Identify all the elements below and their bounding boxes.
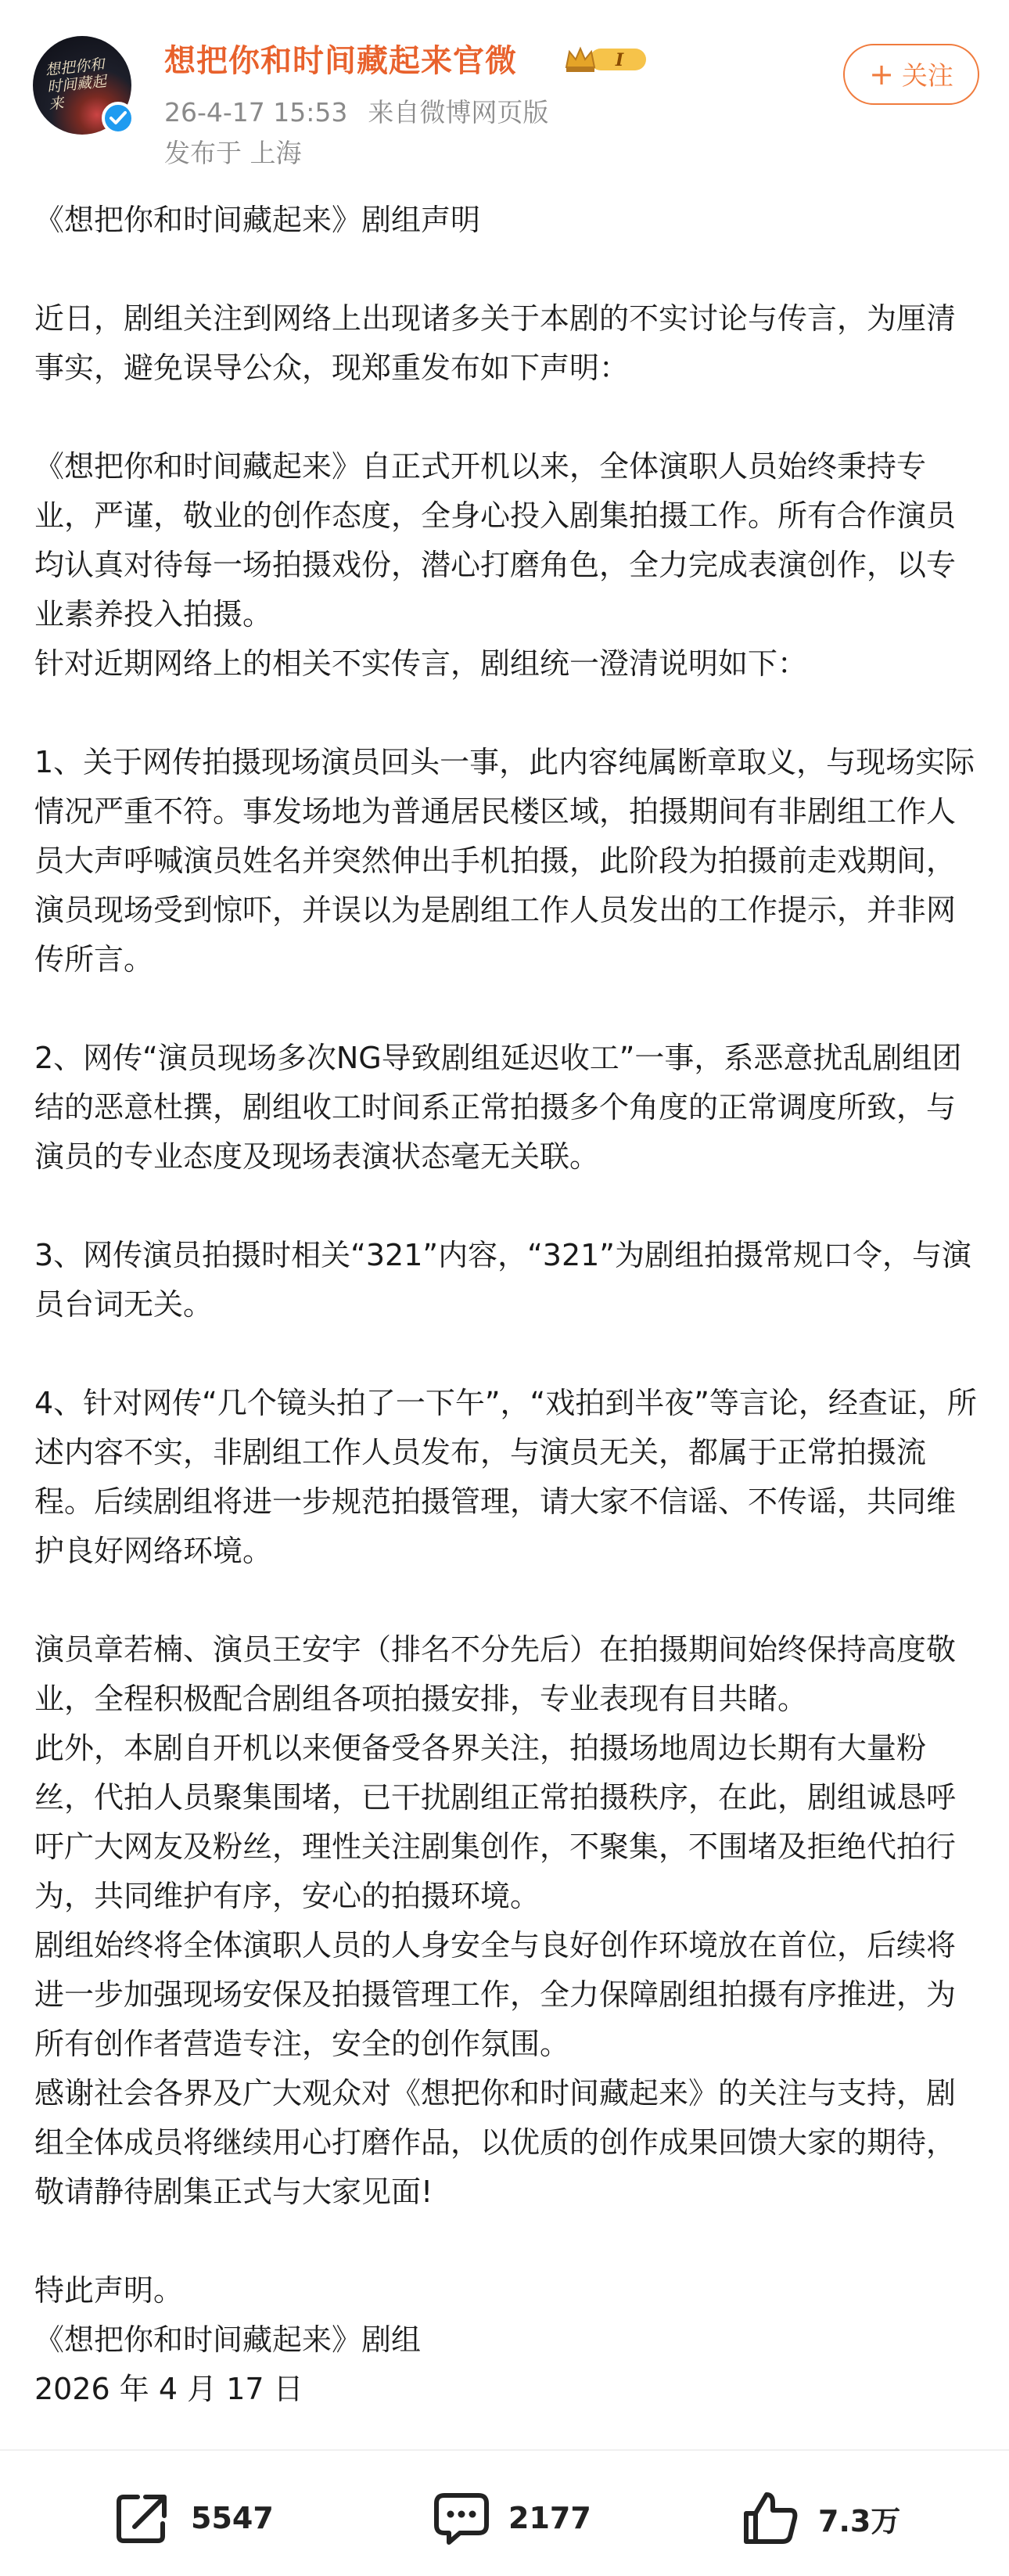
comment-icon <box>432 2491 491 2545</box>
body-paragraph: 感谢社会各界及广大观众对《想把你和时间藏起来》的关注与支持，剧组全体成员将继续用心打磨作品，以优质的创作成果回馈大家的期待，敬请静待剧集正式与大家见面! <box>34 2076 957 2209</box>
post-date: 2026 年 4 月 17 日 <box>34 2372 303 2406</box>
repost-button[interactable] <box>114 2479 274 2557</box>
clarification-2: 2、网传“演员现场多次NG导致剧组延迟收工”一事，系恶意扰乱剧组团结的恶意杜撰，剧组收工时间系正常拍摄多个角度的正常调度所致，与演员的专业态度及现场表演状态毫无关联。 <box>34 1041 962 1174</box>
clarification-4: 4、针对网传“几个镜头拍了一下午”，“戏拍到半夜”等言论，经查证，所述内容不实，非剧组工作人员发布，与演员无关，都属于正常拍摄流程。后续剧组将进一步规范拍摄管理，请大家不信谣、不传谣，共同维护良好网络环境。 <box>34 1386 977 1568</box>
post-time: 26-4-17 15:53 <box>164 97 348 128</box>
closing-line: 特此声明。 <box>34 2273 184 2308</box>
repost-icon <box>114 2491 174 2545</box>
statement-title: 《想把你和时间藏起来》剧组声明 <box>34 203 481 237</box>
body-paragraph: 此外，本剧自开机以来便备受各界关注，拍摄场地周边长期有大量粉丝，代拍人员聚集围堵，已干扰剧组正常拍摄秩序，在此，剧组诚恳呼吁广大网友及粉丝，理性关注剧集创作，不聚集，不围堵及拒绝代拍行为，共同维护有序，安心的拍摄环境。 <box>34 1731 957 1913</box>
comment-button[interactable] <box>432 2479 591 2557</box>
post-body <box>34 196 981 2414</box>
thumbs-up-icon <box>741 2490 801 2546</box>
vip-level: I <box>615 50 624 70</box>
body-paragraph: 演员章若楠、演员王安宇（排名不分先后）在拍摄期间始终保持高度敬业，全程积极配合剧组各项拍摄安排，专业表现有目共睹。 <box>34 1632 957 1716</box>
comment-count: 2177 <box>508 2501 591 2535</box>
post-meta <box>164 92 569 129</box>
follow-label: 关注 <box>901 60 953 91</box>
plus-icon: + <box>869 57 894 92</box>
intro-paragraph: 近日，剧组关注到网络上出现诸多关于本剧的不实讨论与传言，为厘清事实，避免误导公众，现郑重发布如下声明： <box>34 301 957 385</box>
body-paragraph: 剧组始终将全体演职人员的人身安全与良好创作环境放在首位，后续将进一步加强现场安保及拍摄管理工作，全力保障剧组拍摄有序推进，为所有创作者营造专注，安全的创作氛围。 <box>34 1928 957 2061</box>
like-button[interactable] <box>741 2479 900 2557</box>
repost-count: 5547 <box>191 2501 274 2535</box>
signature: 《想把你和时间藏起来》剧组 <box>34 2322 422 2357</box>
author-name[interactable]: 想把你和时间藏起来官微 <box>164 43 517 79</box>
body-paragraph: 针对近期网络上的相关不实传言，剧组统一澄清说明如下： <box>34 646 808 681</box>
clarification-1: 1、关于网传拍摄现场演员回头一事，此内容纯属断章取义，与现场实际情况严重不符。事发场地为普通居民楼区域，拍摄期间有非剧组工作人员大声呼喊演员姓名并突然伸出手机拍摄，此阶段为拍摄前走戏期间，演员现场受到惊吓，并误以为是剧组工作人员发出的工作提示，并非网传所言。 <box>34 745 975 977</box>
clarification-3: 3、网传演员拍摄时相关“321”内容，“321”为剧组拍摄常规口令，与演员台词无关。 <box>34 1238 971 1322</box>
like-count: 7.3万 <box>818 2503 901 2538</box>
avatar-logo: 想把你和时间藏起来 <box>44 56 108 113</box>
post-header <box>0 0 1009 180</box>
divider <box>0 2449 1009 2451</box>
body-paragraph: 《想把你和时间藏起来》自正式开机以来，全体演职人员始终秉持专业，严谨，敬业的创作态度，全身心投入剧集拍摄工作。所有合作演员均认真对待每一场拍摄戏份，潜心打磨角色，全力完成表演创作，以专业素养投入拍摄。 <box>34 449 957 631</box>
vip-badge[interactable] <box>563 44 648 75</box>
verified-icon <box>102 102 135 135</box>
follow-button[interactable] <box>843 44 979 105</box>
post-source: 来自微博网页版 <box>368 97 549 128</box>
post-location: 发布于 上海 <box>164 138 302 168</box>
action-bar <box>0 2479 1009 2557</box>
